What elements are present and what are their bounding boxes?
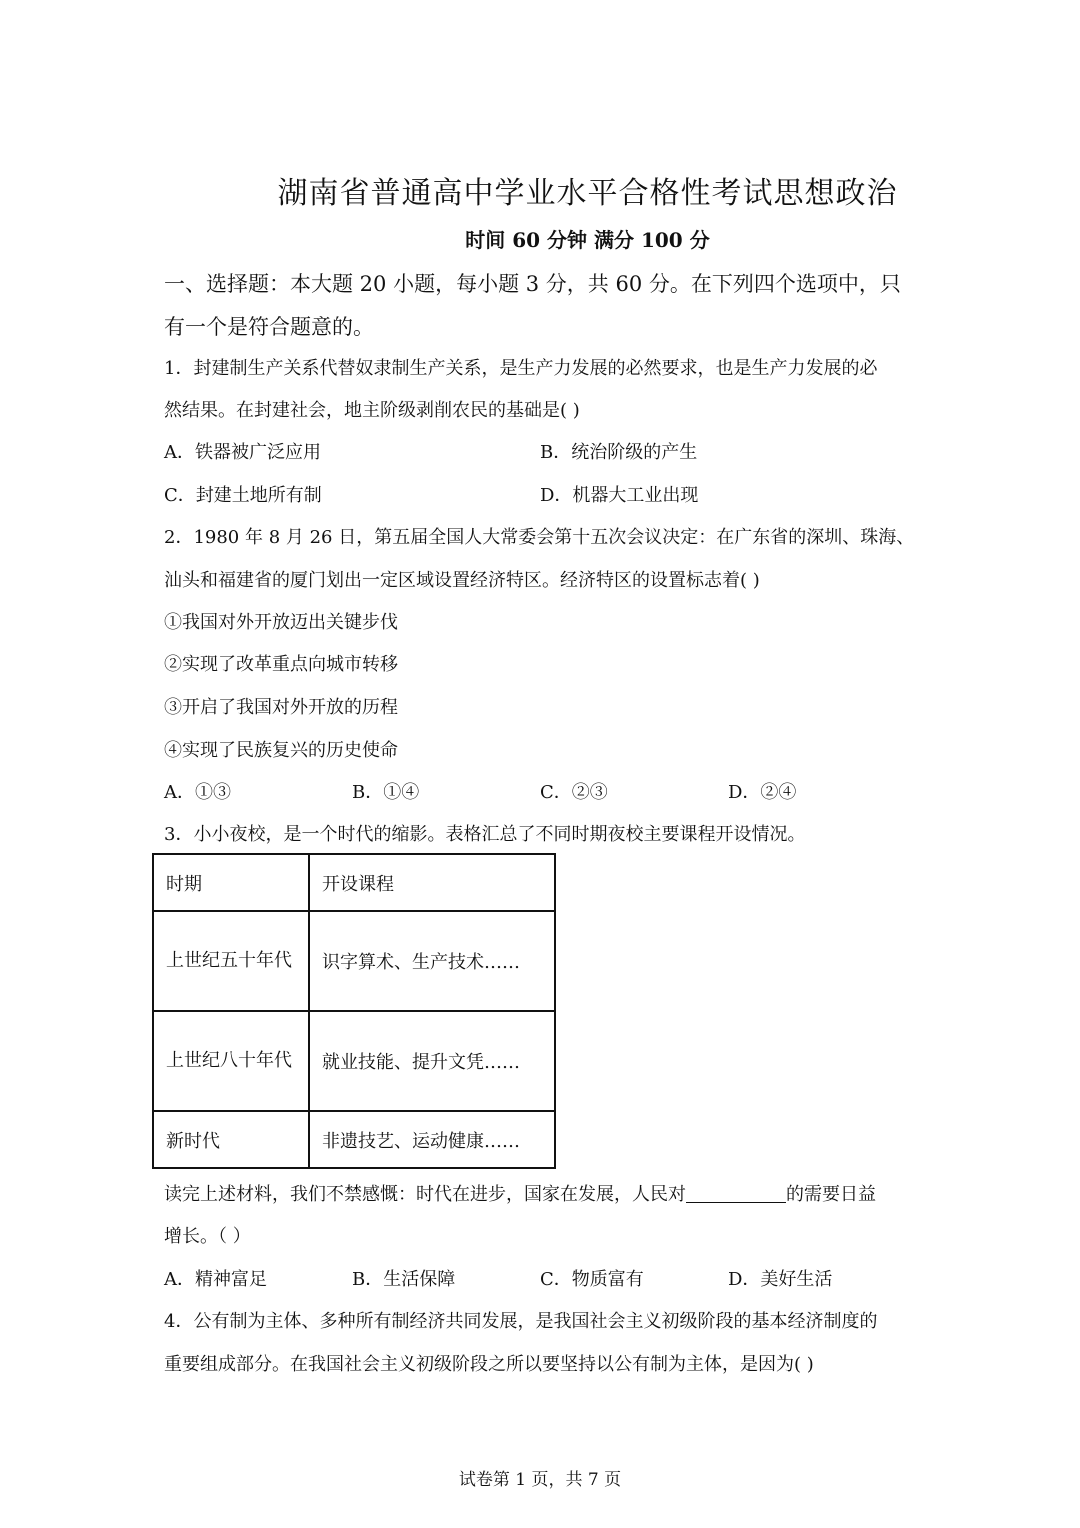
- q3-option-c: C．物质富有: [540, 1269, 644, 1290]
- q1-stem-line1: 1．封建制生产关系代替奴隶制生产关系，是生产力发展的必然要求，也是生产力发展的必: [164, 358, 878, 379]
- table-row: [153, 1111, 555, 1168]
- page-title: 湖南省普通高中学业水平合格性考试思想政治: [277, 176, 898, 211]
- exam-info: 时间 60 分钟 满分 100 分: [465, 228, 710, 252]
- q1-option-a: A．铁器被广泛应用: [164, 442, 321, 463]
- q3-stem: 3．小小夜校，是一个时代的缩影。表格汇总了不同时期夜校主要课程开设情况。: [164, 824, 806, 845]
- q1-stem-line2: 然结果。在封建社会，地主阶级剥削农民的基础是( ): [164, 400, 580, 421]
- q3-option-b: B．生活保障: [352, 1269, 456, 1290]
- q3-question-start: 读完上述材料，我们不禁感慨：时代在进步，国家在发展，人民对: [164, 1184, 686, 1205]
- q1-option-d: D．机器大工业出现: [540, 485, 699, 506]
- q2-statement-1: ①我国对外开放迈出关键步伐: [164, 612, 398, 633]
- q2-statement-3: ③开启了我国对外开放的历程: [164, 697, 398, 718]
- table-row: [153, 1011, 555, 1111]
- q2-statement-4: ④实现了民族复兴的历史使命: [164, 740, 398, 761]
- table-cell-period: 上世纪五十年代: [153, 911, 309, 1011]
- q2-statement-2: ②实现了改革重点向城市转移: [164, 654, 398, 675]
- section-heading-line2: 有一个是符合题意的。: [164, 315, 374, 339]
- table-row: [153, 911, 555, 1011]
- section-heading-line1: 一、选择题：本大题 20 小题，每小题 3 分，共 60 分。在下列四个选项中，只: [164, 272, 901, 296]
- table-header-period: 时期: [153, 854, 309, 911]
- q2-option-d: D．②④: [728, 782, 797, 803]
- table-cell-courses: 非遗技艺、运动健康……: [309, 1111, 555, 1168]
- q2-option-c: C．②③: [540, 782, 608, 803]
- q2-stem-line1: 2．1980 年 8 月 26 日，第五届全国人大常委会第十五次会议决定：在广东省的深圳、珠海、: [164, 527, 915, 548]
- q3-question-line2: 增长。（ ）: [164, 1226, 251, 1247]
- q4-stem-line1: 4．公有制为主体、多种所有制经济共同发展，是我国社会主义初级阶段的基本经济制度的: [164, 1311, 878, 1332]
- q3-option-a: A．精神富足: [164, 1269, 267, 1290]
- table-cell-period: 上世纪八十年代: [153, 1011, 309, 1111]
- q1-option-c: C．封建土地所有制: [164, 485, 322, 506]
- page-footer: 试卷第 1 页，共 7 页: [458, 1470, 622, 1490]
- table-cell-period: 新时代: [153, 1111, 309, 1168]
- q3-option-d: D．美好生活: [728, 1269, 833, 1290]
- night-school-table: [152, 853, 556, 1169]
- q2-option-b: B．①④: [352, 782, 420, 803]
- q3-question-line1: [164, 1180, 876, 1206]
- q3-question-end: 的需要日益: [786, 1184, 876, 1205]
- table-header-row: [153, 854, 555, 911]
- table-header-courses: 开设课程: [309, 854, 555, 911]
- q2-option-a: A．①③: [164, 782, 231, 803]
- q4-stem-line2: 重要组成部分。在我国社会主义初级阶段之所以要坚持以公有制为主体，是因为( ): [164, 1354, 814, 1375]
- q1-option-b: B．统治阶级的产生: [540, 442, 698, 463]
- table-cell-courses: 识字算术、生产技术……: [309, 911, 555, 1011]
- answer-blank: [686, 1184, 786, 1203]
- table-cell-courses: 就业技能、提升文凭……: [309, 1011, 555, 1111]
- q2-stem-line2: 汕头和福建省的厦门划出一定区域设置经济特区。经济特区的设置标志着( ): [164, 570, 760, 591]
